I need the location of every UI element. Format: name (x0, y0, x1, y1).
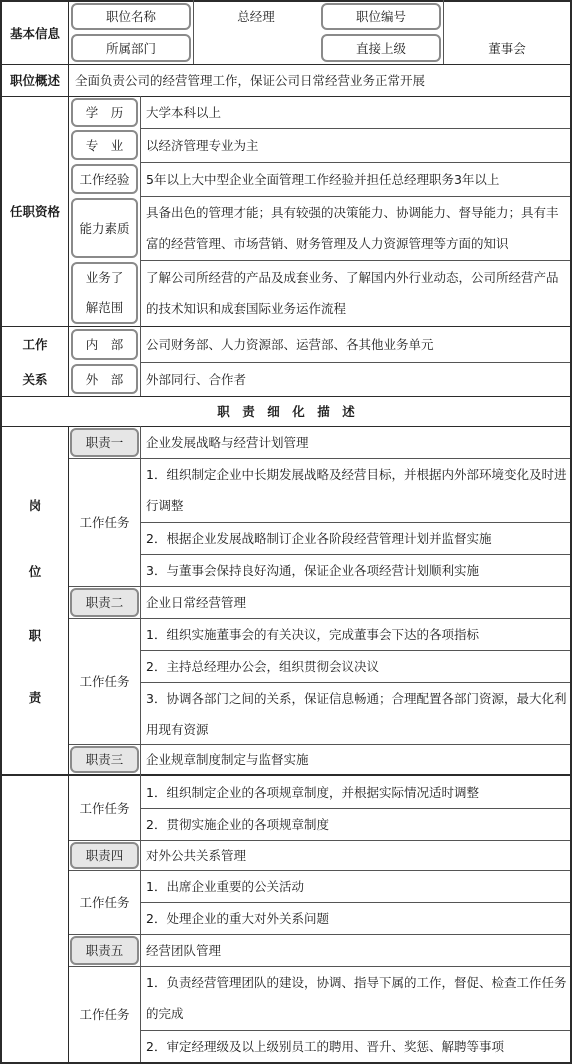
duty-label: 职责一 (70, 428, 139, 457)
duty-title: 企业日常经营管理 (146, 595, 247, 610)
task-label: 工作任务 (79, 674, 130, 689)
task-label: 工作任务 (79, 895, 130, 910)
duty-label: 职责三 (70, 746, 139, 773)
business-scope-value: 了解公司所经营的产品及成套业务、了解国内外行业动态，公司所经营产品的技术知识和成套国际业务运作流程 (146, 270, 559, 316)
duty-label: 职责五 (70, 936, 139, 965)
experience-value: 5年以上大中型企业全面管理工作经验并担任总经理职务3年以上 (146, 172, 500, 187)
task-item: 1．组织制定企业的各项规章制度，并根据实际情况适时调整 (146, 784, 479, 800)
task-item: 2．处理企业的重大对外关系问题 (146, 911, 329, 926)
business-scope-label: 业务了解范围 (71, 262, 138, 324)
task-item: 1．负责经营管理团队的建设，协调、指导下属的工作，督促、检查工作任务的完成 (146, 975, 567, 1021)
education-value: 大学本科以上 (146, 105, 222, 120)
task-item: 1．组织实施董事会的有关决议，完成董事会下达的各项指标 (146, 627, 479, 642)
summary-text: 全面负责公司的经营管理工作，保证公司日常经营业务正常开展 (75, 73, 426, 88)
task-label: 工作任务 (79, 800, 130, 816)
department-label: 所属部门 (71, 34, 191, 62)
position-name-label: 职位名称 (71, 3, 191, 30)
duty-title: 企业规章制度制定与监督实施 (146, 752, 309, 767)
internal-value: 公司财务部、人力资源部、运营部、各其他业务单元 (146, 337, 434, 352)
task-item: 1．组织制定企业中长期发展战略及经营目标，并根据内外部环境变化及时进行调整 (146, 467, 567, 513)
duty-detail-title: 职 责 细 化 描 述 (217, 404, 355, 419)
task-item: 1．出席企业重要的公关活动 (146, 879, 304, 894)
task-item: 2．根据企业发展战略制订企业各阶段经营管理计划并监督实施 (146, 531, 492, 546)
position-number-value (444, 2, 570, 31)
basic-info-label: 基本信息 (9, 25, 60, 41)
duty-label: 职责四 (70, 842, 139, 869)
direct-superior-label: 直接上级 (321, 34, 441, 62)
department-value (194, 33, 318, 64)
duty-label: 职责二 (70, 588, 139, 617)
task-item: 2．审定经理级及以上级别员工的聘用、晋升、奖惩、解聘等事项 (146, 1039, 504, 1054)
duty-title: 企业发展战略与经营计划管理 (146, 435, 309, 450)
task-label: 工作任务 (79, 1007, 130, 1022)
ability-label: 能力素质 (71, 198, 138, 258)
position-number-label: 职位编号 (321, 3, 441, 30)
experience-label: 工作经验 (71, 164, 138, 194)
external-value: 外部同行、合作者 (146, 372, 247, 387)
relations-label-line1: 工作 (22, 337, 48, 352)
duty-title: 经营团队管理 (146, 943, 222, 958)
major-label: 专 业 (71, 130, 138, 160)
duties-side-label-char: 位 (28, 563, 42, 579)
internal-label: 内 部 (71, 329, 138, 360)
qualifications-label: 任职资格 (9, 204, 60, 219)
position-name-value: 总经理 (237, 9, 275, 24)
summary-label: 职位概述 (9, 73, 60, 88)
duties-side-label-char: 岗 (28, 497, 42, 513)
task-item: 2．主持总经理办公会，组织贯彻会议决议 (146, 659, 379, 674)
education-label: 学 历 (71, 98, 138, 127)
task-item: 3．与董事会保持良好沟通，保证企业各项经营计划顺利实施 (146, 563, 479, 578)
relations-label-line2: 关系 (22, 371, 48, 387)
major-value: 以经济管理专业为主 (146, 138, 259, 153)
duties-side-label-char: 职 (28, 627, 42, 643)
task-label: 工作任务 (79, 515, 130, 530)
task-item: 2．贯彻实施企业的各项规章制度 (146, 817, 329, 832)
row-divider (140, 260, 572, 261)
col-divider (68, 0, 69, 396)
direct-superior-value: 董事会 (488, 41, 526, 56)
task-item: 3．协调各部门之间的关系，保证信息畅通；合理配置各部门资源，最大化利用现有资源 (146, 691, 567, 737)
duties-side-label-char: 责 (28, 689, 42, 705)
col-divider (140, 426, 141, 1062)
external-label: 外 部 (71, 364, 138, 394)
ability-value: 具备出色的管理才能；具有较强的决策能力、协调能力、督导能力；具有丰富的经营管理、市场营销、财务管理及人力资源管理等方面的知识 (146, 205, 559, 251)
duty-title: 对外公共关系管理 (146, 848, 247, 863)
